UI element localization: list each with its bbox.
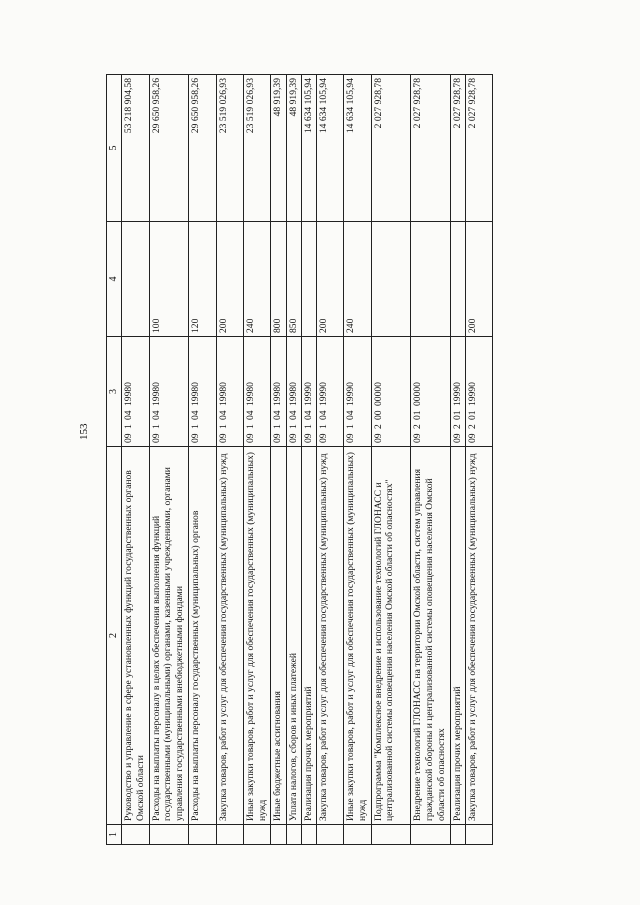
row-name: Внедрение технологий ГЛОНАСС на территории Омской области, систем управления гражданской обороны и централизованной системы оповещения населения Омской области об опасностях: [411, 447, 451, 825]
code-gr: 09: [467, 433, 479, 443]
code-cs: 19980: [217, 382, 229, 406]
code-cs: 19980: [244, 382, 256, 406]
expense-type: [122, 222, 149, 337]
col-1-cell: [371, 825, 411, 845]
table-body: [122, 75, 493, 845]
header-col-1: 1: [107, 825, 122, 845]
code-cell: [316, 337, 343, 447]
expense-type: 120: [189, 222, 216, 337]
header-col-4: 4: [107, 222, 122, 337]
amount: 53 218 904,58: [122, 75, 149, 222]
classification-code: [245, 340, 257, 443]
code-gr: 09: [372, 433, 384, 443]
code-cell: [466, 337, 493, 447]
code-gr: 09: [412, 433, 424, 443]
code-rz: 1: [317, 424, 329, 429]
classification-code: [373, 340, 385, 443]
col-1-cell: [286, 825, 301, 845]
row-name: Подпрограмма "Комплексное внедрение и использование технологий ГЛОНАСС и централизованной системы оповещения населения Омской области об опасностях": [371, 447, 411, 825]
code-pr: 00: [372, 410, 384, 420]
code-rz: 2: [372, 424, 384, 429]
page-number: 153: [78, 423, 90, 440]
table-row: [344, 75, 371, 845]
code-cs: 19990: [345, 382, 357, 406]
expense-type: 200: [316, 222, 343, 337]
code-cs: 19980: [123, 382, 135, 406]
code-pr: 04: [150, 410, 162, 420]
expense-type: 800: [271, 222, 286, 337]
code-cs: 19990: [467, 382, 479, 406]
col-1-cell: [216, 825, 243, 845]
col-1-cell: [271, 825, 286, 845]
amount: 2 027 928,78: [466, 75, 493, 222]
code-cell: [371, 337, 411, 447]
code-gr: 09: [317, 433, 329, 443]
code-rz: 1: [123, 424, 135, 429]
code-cell: [271, 337, 286, 447]
col-1-cell: [411, 825, 451, 845]
col-1-cell: [243, 825, 270, 845]
amount: 23 519 026,93: [243, 75, 270, 222]
classification-code: [345, 340, 357, 443]
code-cs: 19980: [287, 382, 299, 406]
col-1-cell: [122, 825, 149, 845]
expense-type: 200: [216, 222, 243, 337]
col-1-cell: [301, 825, 316, 845]
table-row: [243, 75, 270, 845]
code-cell: [286, 337, 301, 447]
header-row: [107, 75, 122, 845]
table-row: [286, 75, 301, 845]
amount: 2 027 928,78: [411, 75, 451, 222]
code-gr: 09: [345, 433, 357, 443]
table-row: [411, 75, 451, 845]
table-row: [301, 75, 316, 845]
code-pr: 04: [272, 410, 284, 420]
amount: 14 634 105,94: [301, 75, 316, 222]
row-name: Руководство и управление в сфере установленных функций государственных органов Омской области: [122, 447, 149, 825]
header-col-3: 3: [107, 337, 122, 447]
table-row: [122, 75, 149, 845]
row-name: Иные бюджетные ассигнования: [271, 447, 286, 825]
code-pr: 04: [302, 410, 314, 420]
classification-code: [303, 340, 315, 443]
expense-type: 240: [344, 222, 371, 337]
col-1-cell: [344, 825, 371, 845]
row-name: Расходы на выплаты персоналу государственных (муниципальных) органов: [189, 447, 216, 825]
code-cs: 00000: [372, 382, 384, 406]
code-cell: [450, 337, 465, 447]
code-rz: 1: [150, 424, 162, 429]
code-gr: 09: [150, 433, 162, 443]
code-rz: 1: [272, 424, 284, 429]
code-rz: 1: [217, 424, 229, 429]
classification-code: [452, 340, 464, 443]
code-gr: 09: [217, 433, 229, 443]
amount: 2 027 928,78: [450, 75, 465, 222]
amount: 2 027 928,78: [371, 75, 411, 222]
code-pr: 04: [287, 410, 299, 420]
code-rz: 2: [451, 424, 463, 429]
expense-type: 100: [149, 222, 189, 337]
code-cs: 19990: [451, 382, 463, 406]
table-row: [149, 75, 189, 845]
code-cell: [122, 337, 149, 447]
classification-code: [288, 340, 300, 443]
row-name: Иные закупки товаров, работ и услуг для обеспечения государственных (муниципальных) нужд: [344, 447, 371, 825]
code-gr: 09: [287, 433, 299, 443]
col-1-cell: [316, 825, 343, 845]
row-name: Иные закупки товаров, работ и услуг для обеспечения государственных (муниципальных) нужд: [243, 447, 270, 825]
classification-code: [272, 340, 284, 443]
code-gr: 09: [190, 433, 202, 443]
amount: 29 650 958,26: [189, 75, 216, 222]
table-row: [189, 75, 216, 845]
col-1-cell: [149, 825, 189, 845]
amount: 14 634 105,94: [344, 75, 371, 222]
classification-code: [467, 340, 479, 443]
table-row: [371, 75, 411, 845]
code-gr: 09: [272, 433, 284, 443]
code-cs: 19990: [317, 382, 329, 406]
code-cell: [149, 337, 189, 447]
table-row: [216, 75, 243, 845]
table-row: [316, 75, 343, 845]
budget-table-rotated: [106, 75, 626, 845]
expense-type: 240: [243, 222, 270, 337]
amount: 48 919,39: [286, 75, 301, 222]
table-row: [450, 75, 465, 845]
code-cs: 19980: [190, 382, 202, 406]
expense-type: [450, 222, 465, 337]
code-pr: 04: [190, 410, 202, 420]
classification-code: [123, 340, 135, 443]
code-cs: 00000: [412, 382, 424, 406]
code-pr: 04: [123, 410, 135, 420]
col-1-cell: [450, 825, 465, 845]
code-pr: 04: [345, 410, 357, 420]
code-pr: 01: [467, 410, 479, 420]
col-1-cell: [466, 825, 493, 845]
code-cs: 19980: [272, 382, 284, 406]
code-cell: [344, 337, 371, 447]
code-gr: 09: [244, 433, 256, 443]
row-name: Расходы на выплаты персоналу в целях обеспечения выполнения функций государственными (муниципальными) органами, казенными учреждениями, органами управления государственными внебюджетными фондами: [149, 447, 189, 825]
code-cs: 19980: [150, 382, 162, 406]
table-row: [271, 75, 286, 845]
classification-code: [218, 340, 230, 443]
classification-code: [190, 340, 202, 443]
code-cell: [189, 337, 216, 447]
expense-type: [411, 222, 451, 337]
classification-code: [151, 340, 163, 443]
code-pr: 04: [217, 410, 229, 420]
amount: 48 919,39: [271, 75, 286, 222]
code-cell: [301, 337, 316, 447]
code-rz: 2: [412, 424, 424, 429]
code-pr: 01: [412, 410, 424, 420]
expense-type: [371, 222, 411, 337]
code-gr: 09: [302, 433, 314, 443]
row-name: Реализация прочих мероприятий: [301, 447, 316, 825]
expense-type: 850: [286, 222, 301, 337]
row-name: Закупка товаров, работ и услуг для обеспечения государственных (муниципальных) нужд: [316, 447, 343, 825]
code-cell: [216, 337, 243, 447]
code-cs: 19990: [302, 382, 314, 406]
header-col-2: 2: [107, 447, 122, 825]
code-rz: 1: [287, 424, 299, 429]
classification-code: [318, 340, 330, 443]
table-row: [466, 75, 493, 845]
amount: 29 650 958,26: [149, 75, 189, 222]
amount: 23 519 026,93: [216, 75, 243, 222]
classification-code: [412, 340, 424, 443]
code-pr: 04: [317, 410, 329, 420]
expense-type: [301, 222, 316, 337]
code-gr: 09: [451, 433, 463, 443]
row-name: Уплата налогов, сборов и иных платежей: [286, 447, 301, 825]
row-name: Реализация прочих мероприятий: [450, 447, 465, 825]
code-pr: 01: [451, 410, 463, 420]
amount: 14 634 105,94: [316, 75, 343, 222]
code-rz: 1: [190, 424, 202, 429]
code-rz: 2: [467, 424, 479, 429]
row-name: Закупка товаров, работ и услуг для обеспечения государственных (муниципальных) нужд: [466, 447, 493, 825]
expense-type: 200: [466, 222, 493, 337]
code-rz: 1: [345, 424, 357, 429]
budget-table: [106, 74, 493, 845]
header-col-5: 5: [107, 75, 122, 222]
code-cell: [411, 337, 451, 447]
code-rz: 1: [302, 424, 314, 429]
code-cell: [243, 337, 270, 447]
code-rz: 1: [244, 424, 256, 429]
col-1-cell: [189, 825, 216, 845]
code-gr: 09: [123, 433, 135, 443]
code-pr: 04: [244, 410, 256, 420]
row-name: Закупка товаров, работ и услуг для обеспечения государственных (муниципальных) нужд: [216, 447, 243, 825]
